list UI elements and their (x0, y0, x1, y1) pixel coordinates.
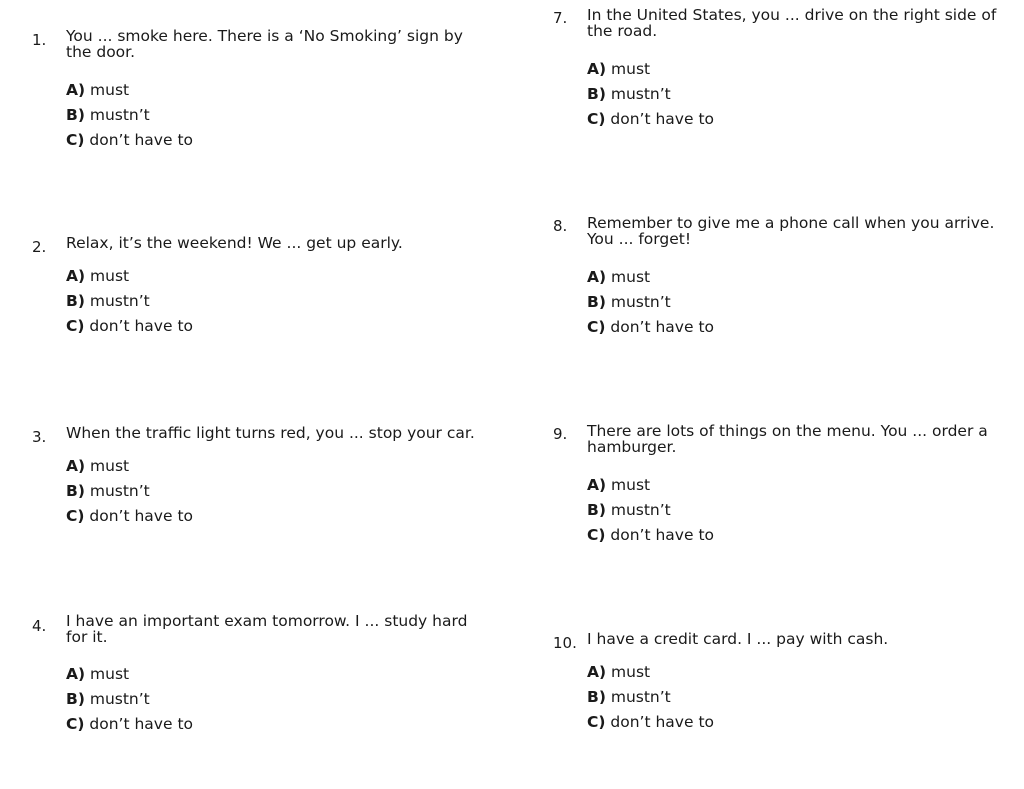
question-text (66, 235, 403, 251)
question-text (66, 425, 475, 441)
answer-options (66, 662, 193, 737)
option-letter: A) (587, 476, 607, 494)
option-text: don’t have to (610, 110, 715, 128)
question-line: hamburger. (587, 438, 677, 456)
option-letter: C) (66, 131, 85, 149)
option-text: must (90, 267, 130, 285)
option-text: mustn’t (89, 292, 150, 310)
option-c[interactable] (66, 712, 193, 737)
option-text: don’t have to (89, 507, 194, 525)
question-text (587, 631, 888, 647)
option-text: mustn’t (89, 106, 150, 124)
option-text: mustn’t (610, 501, 671, 519)
option-a[interactable] (66, 78, 193, 103)
question-10 (553, 631, 1024, 741)
question-number: 3. (32, 428, 47, 446)
question-line: for it. (66, 628, 108, 646)
option-text: must (611, 60, 651, 78)
option-letter: B) (587, 85, 606, 103)
question-2 (32, 235, 512, 345)
option-b[interactable] (587, 290, 714, 315)
question-line: Relax, it’s the weekend! We ... get up early. (66, 234, 403, 252)
question-1 (32, 28, 512, 158)
question-text (587, 423, 988, 455)
option-c[interactable] (66, 314, 193, 339)
option-c[interactable] (587, 107, 714, 132)
option-text: mustn’t (89, 690, 150, 708)
option-c[interactable] (66, 504, 193, 529)
option-letter: B) (587, 688, 606, 706)
option-letter: C) (587, 713, 606, 731)
option-b[interactable] (587, 82, 714, 107)
option-letter: A) (587, 60, 607, 78)
option-letter: A) (66, 267, 86, 285)
question-line: When the traﬃc light turns red, you ... stop your car. (66, 424, 475, 442)
option-text: must (611, 663, 651, 681)
question-7 (553, 7, 1024, 137)
option-b[interactable] (66, 687, 193, 712)
answer-options (66, 264, 193, 339)
question-text (587, 215, 994, 247)
question-line: I have an important exam tomorrow. I ... study hard (66, 612, 468, 630)
question-number: 1. (32, 31, 47, 49)
option-a[interactable] (66, 264, 193, 289)
question-3 (32, 425, 522, 535)
option-c[interactable] (587, 523, 714, 548)
option-b[interactable] (587, 498, 714, 523)
option-letter: A) (66, 81, 86, 99)
answer-options (587, 265, 714, 340)
option-text: don’t have to (89, 131, 194, 149)
option-letter: C) (587, 318, 606, 336)
question-line: the road. (587, 22, 658, 40)
option-letter: B) (587, 501, 606, 519)
option-b[interactable] (587, 685, 714, 710)
option-text: must (90, 665, 130, 683)
option-letter: C) (66, 715, 85, 733)
option-letter: C) (66, 317, 85, 335)
option-text: don’t have to (89, 317, 194, 335)
question-line: the door. (66, 43, 136, 61)
option-letter: B) (66, 292, 85, 310)
option-letter: A) (66, 457, 86, 475)
answer-options (66, 78, 193, 153)
question-line: You ... smoke here. There is a ‘No Smoking’ sign by (66, 27, 463, 45)
question-number: 2. (32, 238, 47, 256)
option-text: must (611, 476, 651, 494)
option-letter: C) (66, 507, 85, 525)
option-text: mustn’t (89, 482, 150, 500)
question-line: There are lots of things on the menu. You ... order a (587, 422, 988, 440)
option-letter: A) (66, 665, 86, 683)
option-letter: A) (587, 663, 607, 681)
option-a[interactable] (587, 57, 714, 82)
question-number: 10. (553, 634, 577, 652)
question-8 (553, 215, 1024, 345)
option-text: must (90, 81, 130, 99)
question-text (66, 613, 467, 645)
answer-options (587, 660, 714, 735)
option-text: must (90, 457, 130, 475)
option-a[interactable] (66, 662, 193, 687)
option-text: don’t have to (610, 526, 715, 544)
answer-options (66, 454, 193, 529)
option-a[interactable] (587, 473, 714, 498)
option-letter: B) (66, 482, 85, 500)
option-c[interactable] (587, 710, 714, 735)
option-c[interactable] (587, 315, 714, 340)
option-a[interactable] (66, 454, 193, 479)
question-line: I have a credit card. I ... pay with cash. (587, 630, 889, 648)
question-number: 8. (553, 217, 568, 235)
option-text: mustn’t (610, 85, 671, 103)
option-letter: C) (587, 526, 606, 544)
option-a[interactable] (587, 660, 714, 685)
answer-options (587, 57, 714, 132)
question-text (587, 7, 996, 39)
option-letter: B) (66, 106, 85, 124)
option-a[interactable] (587, 265, 714, 290)
question-line: Remember to give me a phone call when you arrive. (587, 214, 995, 232)
question-number: 4. (32, 617, 47, 635)
question-9 (553, 423, 1024, 553)
option-c[interactable] (66, 128, 193, 153)
answer-options (587, 473, 714, 548)
option-text: must (611, 268, 651, 286)
option-text: don’t have to (610, 318, 715, 336)
option-b[interactable] (66, 103, 193, 128)
option-b[interactable] (66, 289, 193, 314)
question-line: In the United States, you ... drive on the right side of (587, 6, 997, 24)
option-letter: B) (66, 690, 85, 708)
option-b[interactable] (66, 479, 193, 504)
option-text: mustn’t (610, 293, 671, 311)
question-line: You ... forget! (587, 230, 692, 248)
option-letter: A) (587, 268, 607, 286)
option-letter: B) (587, 293, 606, 311)
option-text: don’t have to (89, 715, 194, 733)
question-number: 7. (553, 9, 568, 27)
option-text: mustn’t (610, 688, 671, 706)
question-4 (32, 613, 512, 743)
option-letter: C) (587, 110, 606, 128)
option-text: don’t have to (610, 713, 715, 731)
question-text (66, 28, 463, 60)
question-number: 9. (553, 425, 568, 443)
